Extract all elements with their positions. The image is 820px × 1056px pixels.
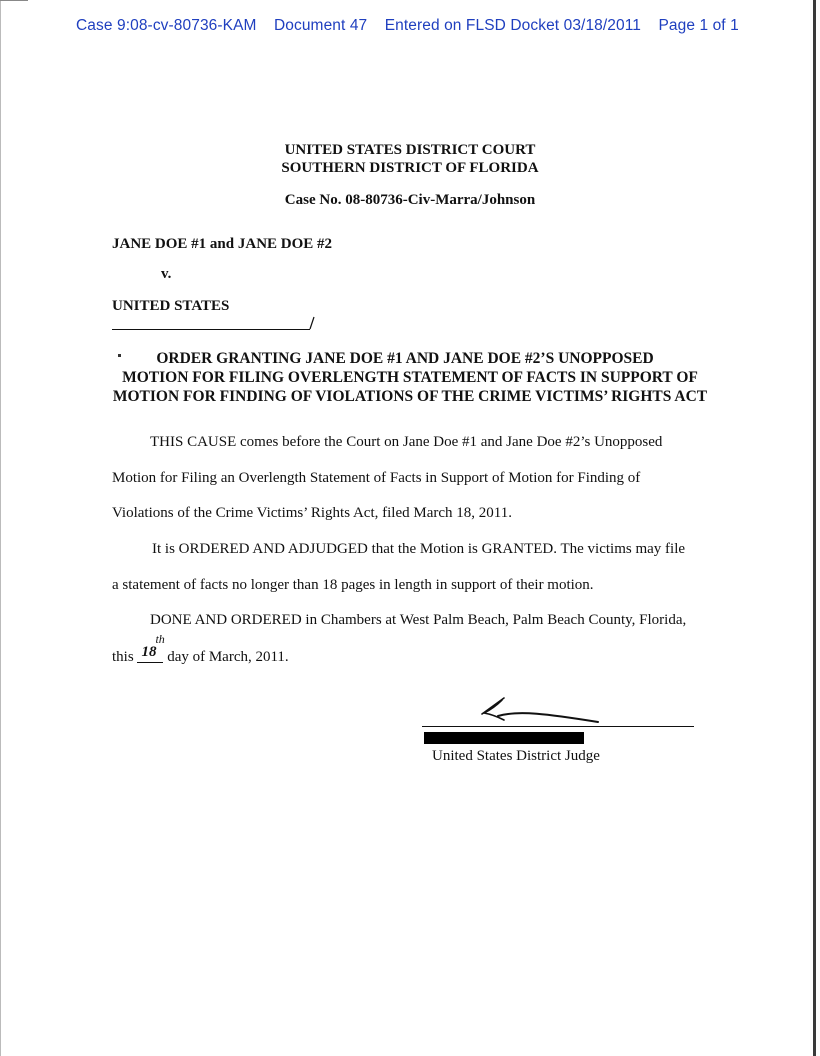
case-number: Case No. 08-80736-Civ-Marra/Johnson	[284, 192, 536, 208]
header-entered-date: Entered on FLSD Docket 03/18/2011	[384, 17, 642, 34]
body-paragraph-3-line-2	[112, 632, 289, 666]
signature-line	[422, 726, 694, 727]
handwritten-day-suffix: th	[155, 632, 165, 646]
court-name: UNITED STATES DISTRICT COURT	[284, 142, 536, 158]
order-title-line-3: MOTION FOR FINDING OF VIOLATIONS OF THE CRIME VICTIMS’ RIGHTS ACT	[112, 388, 708, 405]
judge-title: United States District Judge	[432, 748, 600, 764]
body-paragraph-1-line-2: Motion for Filing an Overlength Statement of Facts in Support of Motion for Finding of	[112, 470, 641, 486]
defendant: UNITED STATES	[112, 298, 230, 314]
order-title-line-1: ORDER GRANTING JANE DOE #1 AND JANE DOE #2’S UNOPPOSED	[156, 350, 654, 367]
header-case-number: Case 9:08-cv-80736-KAM	[76, 17, 257, 34]
header-page-number: Page 1 of 1	[658, 17, 739, 34]
order-title-line-2: MOTION FOR FILING OVERLENGTH STATEMENT OF FACTS IN SUPPORT OF	[122, 369, 698, 386]
handwritten-day: 18	[141, 644, 157, 660]
body-paragraph-2-line-1: It is ORDERED AND ADJUDGED that the Motion is GRANTED. The victims may file	[152, 541, 686, 557]
body-paragraph-3-line-1: DONE AND ORDERED in Chambers at West Palm Beach, Palm Beach County, Florida,	[150, 612, 687, 628]
judge-signature	[478, 692, 608, 728]
caption-rule	[112, 329, 310, 330]
day-blank	[137, 632, 165, 663]
body-paragraph-1-line-3: Violations of the Crime Victims’ Rights Act, filed March 18, 2011.	[112, 505, 512, 521]
versus: v.	[161, 266, 172, 282]
caption-slash	[308, 316, 316, 330]
docket-header	[76, 17, 752, 35]
body-paragraph-2-line-2: a statement of facts no longer than 18 pages in length in support of their motion.	[112, 577, 594, 593]
this-word: this	[112, 649, 134, 665]
plaintiffs: JANE DOE #1 and JANE DOE #2	[112, 236, 333, 252]
scan-edge-top	[0, 0, 28, 1]
body-paragraph-1-line-1: THIS CAUSE comes before the Court on Jane Doe #1 and Jane Doe #2’s Unopposed	[150, 434, 663, 450]
day-of-month-text: day of March, 2011.	[167, 649, 289, 665]
redaction-bar	[424, 732, 584, 744]
header-document-number: Document 47	[273, 17, 368, 34]
court-district: SOUTHERN DISTRICT OF FLORIDA	[281, 160, 539, 176]
